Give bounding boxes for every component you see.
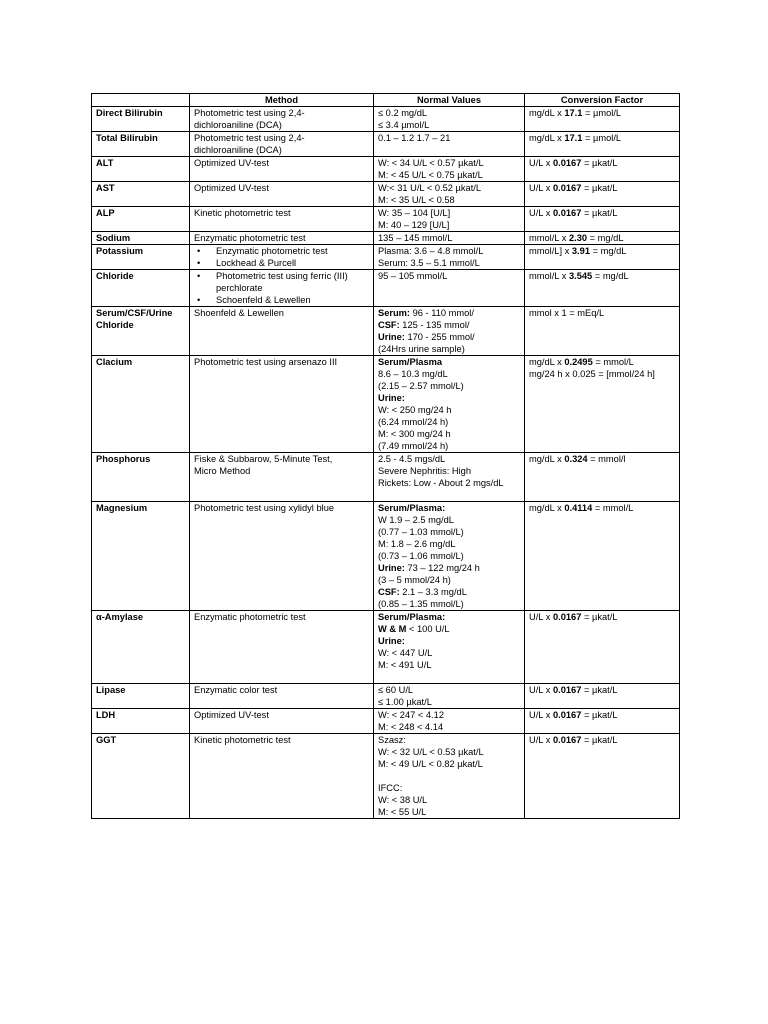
cell-line — [529, 107, 675, 119]
normal-values-cell — [374, 270, 525, 307]
normal-values-cell — [374, 684, 525, 709]
cell-line: Optimized UV-test — [194, 158, 269, 168]
normal-values-cell — [374, 453, 525, 502]
bold-run: 0.0167 — [552, 710, 582, 720]
text-run: = µkat/L — [581, 208, 618, 218]
cell-line — [378, 562, 520, 574]
cell-line: W: 35 – 104 [U/L] — [378, 208, 451, 218]
text-run: = µmol/L — [582, 108, 622, 118]
cell-line: (0.85 – 1.35 mmol/L) — [378, 599, 464, 609]
bold-run: 0.324 — [564, 454, 588, 464]
conversion-factor-cell — [525, 356, 680, 453]
cell-line: W: < 247 < 4.12 — [378, 710, 444, 720]
header-test — [92, 94, 190, 107]
cell-line — [378, 356, 520, 368]
cell-line: M: < 300 mg/24 h — [378, 429, 451, 439]
text-run: = µmol/L — [582, 133, 622, 143]
conversion-factor-cell — [525, 107, 680, 132]
normal-values-cell — [374, 232, 525, 245]
cell-line: W: < 34 U/L < 0.57 µkat/L — [378, 158, 484, 168]
bold-run: 3.91 — [571, 246, 590, 256]
cell-line: Enzymatic color test — [194, 685, 278, 695]
table-row — [92, 453, 680, 502]
text-run: = µkat/L — [581, 183, 618, 193]
cell-line — [378, 502, 520, 514]
text-run: = µkat/L — [581, 685, 618, 695]
cell-line: Kinetic photometric test — [194, 208, 291, 218]
text-run: mg/dL x — [529, 133, 565, 143]
text-run: U/L x — [529, 735, 553, 745]
method-cell — [190, 502, 374, 611]
text-run: U/L x — [529, 685, 553, 695]
table-row — [92, 307, 680, 356]
cell-line: M: 1.8 – 2.6 mg/dL — [378, 539, 456, 549]
cell-line — [529, 157, 675, 169]
cell-line — [378, 623, 520, 635]
text-run: U/L x — [529, 710, 553, 720]
cell-line: Photometric test using arsenazo III — [194, 357, 338, 367]
method-cell — [190, 132, 374, 157]
cell-line: Optimized UV-test — [194, 710, 269, 720]
test-name: ALP — [92, 207, 190, 232]
cell-line — [378, 307, 520, 319]
cell-line: 0.1 – 1.2 1.7 – 21 — [378, 133, 451, 143]
table-row — [92, 270, 680, 307]
normal-values-cell — [374, 356, 525, 453]
bullet-item: • Schoenfeld & Lewellen — [194, 294, 369, 306]
text-run: mmol/L] x — [529, 246, 572, 256]
cell-line: W: < 250 mg/24 h — [378, 405, 452, 415]
test-name: GGT — [92, 734, 190, 819]
bold-run: 0.0167 — [552, 183, 582, 193]
cell-line — [529, 611, 675, 623]
cell-line: 2.5 - 4.5 mgs/dL — [378, 454, 446, 464]
conversion-factor-cell — [525, 611, 680, 684]
cell-line: Shoenfeld & Lewellen — [194, 308, 284, 318]
bold-run: CSF: — [378, 320, 400, 330]
cell-line — [529, 356, 675, 368]
cell-line: (2.15 – 2.57 mmol/L) — [378, 381, 464, 391]
normal-values-cell — [374, 709, 525, 734]
text-run: = mmol/l — [587, 454, 626, 464]
header-row — [92, 94, 680, 107]
cell-line: W:< 31 U/L < 0.52 µkat/L — [378, 183, 482, 193]
table-row — [92, 502, 680, 611]
table-row — [92, 356, 680, 453]
bold-run: 0.4114 — [564, 503, 593, 513]
cell-line — [529, 182, 675, 194]
bold-run: 0.0167 — [552, 208, 582, 218]
table-row — [92, 709, 680, 734]
text-run: = µkat/L — [581, 710, 618, 720]
text-run: = µkat/L — [581, 158, 618, 168]
text-run: mg/dL x — [529, 108, 565, 118]
cell-line: (24Hrs urine sample) — [378, 344, 465, 354]
cell-line: 95 – 105 mmol/L — [378, 271, 448, 281]
bullet-item: • Photometric test using ferric (III) perchlorate — [194, 270, 369, 294]
text-run: 73 – 122 mg/24 h — [404, 563, 480, 573]
cell-line: M: < 248 < 4.14 — [378, 722, 444, 732]
cell-line: 8.6 – 10.3 mg/dL — [378, 369, 448, 379]
bold-run: 17.1 — [564, 108, 583, 118]
cell-line: M: 40 – 129 [U/L] — [378, 220, 450, 230]
method-cell — [190, 453, 374, 502]
conversion-factor-cell — [525, 307, 680, 356]
cell-line: W: < 38 U/L — [378, 795, 428, 805]
text-run: U/L x — [529, 183, 553, 193]
text-run: = mmol/L — [592, 357, 634, 367]
table-row — [92, 157, 680, 182]
text-run: mmol/L x — [529, 271, 569, 281]
text-run: = µkat/L — [581, 735, 618, 745]
text-run: 170 - 255 mmol/ — [404, 332, 475, 342]
text-run: = mg/dL — [587, 233, 624, 243]
test-name: Phosphorus — [92, 453, 190, 502]
text-run: = mmol/L — [592, 503, 634, 513]
test-name: α-Amylase — [92, 611, 190, 684]
normal-values-cell — [374, 182, 525, 207]
cell-line: (0.77 – 1.03 mmol/L) — [378, 527, 464, 537]
cell-line: ≤ 0.2 mg/dL — [378, 108, 428, 118]
method-cell — [190, 684, 374, 709]
test-name: LDH — [92, 709, 190, 734]
cell-line: M: < 491 U/L — [378, 660, 432, 670]
bold-run: Serum/Plasma: — [378, 503, 446, 513]
cell-line: (7.49 mmol/24 h) — [378, 441, 449, 451]
method-cell — [190, 734, 374, 819]
cell-line: ≤ 1.00 µkat/L — [378, 697, 432, 707]
cell-line — [529, 453, 675, 465]
bold-run: Urine: — [378, 332, 405, 342]
lab-reference-table — [91, 93, 680, 819]
normal-values-cell — [374, 157, 525, 182]
cell-line: W 1.9 – 2.5 mg/dL — [378, 515, 454, 525]
cell-line: (3 – 5 mmol/24 h) — [378, 575, 451, 585]
bold-run: Urine: — [378, 563, 405, 573]
bold-run: CSF: — [378, 587, 400, 597]
text-run: U/L x — [529, 612, 553, 622]
header-conversion-factor: Conversion Factor — [525, 94, 680, 107]
conversion-factor-cell — [525, 709, 680, 734]
cell-line: 135 – 145 mmol/L — [378, 233, 453, 243]
text-run: mg/dL x — [529, 503, 565, 513]
conversion-factor-cell — [525, 232, 680, 245]
table-row — [92, 734, 680, 819]
cell-line — [378, 331, 520, 343]
cell-line — [529, 232, 675, 244]
normal-values-cell — [374, 502, 525, 611]
text-run: 125 - 135 mmol/ — [399, 320, 470, 330]
bold-run: 2.30 — [568, 233, 588, 243]
bold-run: 0.0167 — [552, 735, 582, 745]
method-cell — [190, 270, 374, 307]
text-run: mmol/L x — [529, 233, 569, 243]
cell-line: Kinetic photometric test — [194, 735, 291, 745]
method-cell — [190, 182, 374, 207]
bold-run: 0.0167 — [552, 685, 582, 695]
text-run: = mg/dL — [590, 246, 627, 256]
test-name: ALT — [92, 157, 190, 182]
bold-run: 0.2495 — [564, 357, 593, 367]
cell-line — [378, 635, 520, 647]
cell-line: Enzymatic photometric test — [194, 233, 306, 243]
test-name: Serum/CSF/Urine Chloride — [92, 307, 190, 356]
cell-line: Fiske & Subbarow, 5-Minute Test, — [194, 454, 333, 464]
bold-run: 0.0167 — [552, 612, 582, 622]
table-row — [92, 245, 680, 270]
text-run: = µkat/L — [581, 612, 618, 622]
test-name: Clacium — [92, 356, 190, 453]
normal-values-cell — [374, 132, 525, 157]
cell-line: Micro Method — [194, 466, 251, 476]
cell-line: M: < 35 U/L < 0.58 — [378, 195, 455, 205]
cell-line: M: < 55 U/L — [378, 807, 427, 817]
bold-run: 17.1 — [564, 133, 583, 143]
cell-line — [529, 270, 675, 282]
cell-line: dichloroaniline (DCA) — [194, 145, 282, 155]
table-row — [92, 107, 680, 132]
method-cell — [190, 356, 374, 453]
cell-line: IFCC: — [378, 783, 403, 793]
bold-run: Urine: — [378, 636, 405, 646]
cell-line: Plasma: 3.6 – 4.8 mmol/L — [378, 246, 484, 256]
normal-values-cell — [374, 307, 525, 356]
bold-run: Serum/Plasma: — [378, 612, 446, 622]
cell-line: M: < 45 U/L < 0.75 µkat/L — [378, 170, 483, 180]
normal-values-cell — [374, 734, 525, 819]
test-name: Sodium — [92, 232, 190, 245]
test-name: Potassium — [92, 245, 190, 270]
normal-values-cell — [374, 107, 525, 132]
conversion-factor-cell — [525, 207, 680, 232]
blank-line — [378, 671, 520, 683]
cell-line — [378, 611, 520, 623]
normal-values-cell — [374, 245, 525, 270]
test-name: Lipase — [92, 684, 190, 709]
cell-line — [378, 319, 520, 331]
bullet-item: • Enzymatic photometric test — [194, 245, 369, 257]
text-run: = mg/dL — [592, 271, 629, 281]
cell-line: Photometric test using 2,4- — [194, 133, 305, 143]
table-row — [92, 132, 680, 157]
header-normal-values: Normal Values — [374, 94, 525, 107]
cell-line — [378, 586, 520, 598]
cell-line: (6.24 mmol/24 h) — [378, 417, 449, 427]
text-run: mg/dL x — [529, 454, 565, 464]
cell-line: Severe Nephritis: High — [378, 466, 472, 476]
cell-line — [529, 207, 675, 219]
cell-line: W: < 32 U/L < 0.53 µkat/L — [378, 747, 484, 757]
cell-line — [529, 132, 675, 144]
table-row — [92, 182, 680, 207]
cell-line — [529, 502, 675, 514]
text-run: U/L x — [529, 208, 553, 218]
normal-values-cell — [374, 611, 525, 684]
bold-run: Serum/Plasma — [378, 357, 443, 367]
cell-line — [378, 392, 520, 404]
bold-run: 3.545 — [568, 271, 593, 281]
cell-line — [529, 709, 675, 721]
conversion-factor-cell — [525, 453, 680, 502]
cell-line: Szasz: — [378, 735, 406, 745]
table-row — [92, 684, 680, 709]
conversion-factor-cell — [525, 157, 680, 182]
test-name: Chloride — [92, 270, 190, 307]
test-name: Total Bilirubin — [92, 132, 190, 157]
cell-line: Optimized UV-test — [194, 183, 269, 193]
cell-line: (0.73 – 1.06 mmol/L) — [378, 551, 464, 561]
method-cell — [190, 307, 374, 356]
method-cell — [190, 107, 374, 132]
cell-line: Rickets: Low - About 2 mgs/dL — [378, 478, 504, 488]
cell-line: Enzymatic photometric test — [194, 612, 306, 622]
bold-run: W & M — [378, 624, 407, 634]
cell-line — [529, 734, 675, 746]
table-row — [92, 232, 680, 245]
table-row — [92, 207, 680, 232]
cell-line: dichloroaniline (DCA) — [194, 120, 282, 130]
conversion-factor-cell — [525, 734, 680, 819]
method-cell — [190, 157, 374, 182]
bold-run: Urine: — [378, 393, 405, 403]
header-method: Method — [190, 94, 374, 107]
cell-line: ≤ 3.4 µmol/L — [378, 120, 430, 130]
cell-line: Serum: 3.5 – 5.1 mmol/L — [378, 258, 480, 268]
text-run: 2.1 – 3.3 mg/dL — [399, 587, 467, 597]
conversion-factor-cell — [525, 684, 680, 709]
cell-line: W: < 447 U/L — [378, 648, 433, 658]
blank-line — [378, 770, 520, 782]
conversion-factor-cell — [525, 270, 680, 307]
conversion-factor-cell — [525, 502, 680, 611]
text-run: U/L x — [529, 158, 553, 168]
conversion-factor-cell — [525, 245, 680, 270]
cell-line: ≤ 60 U/L — [378, 685, 414, 695]
method-cell — [190, 611, 374, 684]
cell-line: Photometric test using 2,4- — [194, 108, 305, 118]
text-run: 96 - 110 mmol/ — [410, 308, 474, 318]
test-name: Magnesium — [92, 502, 190, 611]
method-cell — [190, 245, 374, 270]
test-name: Direct Bilirubin — [92, 107, 190, 132]
test-name: AST — [92, 182, 190, 207]
cell-line — [529, 684, 675, 696]
conversion-factor-cell — [525, 182, 680, 207]
bold-run: Serum: — [378, 308, 411, 318]
table-row — [92, 611, 680, 684]
cell-line: mg/24 h x 0.025 = [mmol/24 h] — [529, 369, 655, 379]
normal-values-cell — [374, 207, 525, 232]
cell-line: mmol x 1 = mEq/L — [529, 308, 605, 318]
method-cell — [190, 232, 374, 245]
method-cell — [190, 207, 374, 232]
text-run: mg/dL x — [529, 357, 565, 367]
method-cell — [190, 709, 374, 734]
cell-line: Photometric test using xylidyl blue — [194, 503, 335, 513]
bullet-item: • Lockhead & Purcell — [194, 257, 369, 269]
blank-line — [378, 489, 520, 501]
bold-run: 0.0167 — [552, 158, 582, 168]
text-run: < 100 U/L — [406, 624, 450, 634]
cell-line — [529, 245, 675, 257]
cell-line: M: < 49 U/L < 0.82 µkat/L — [378, 759, 483, 769]
conversion-factor-cell — [525, 132, 680, 157]
